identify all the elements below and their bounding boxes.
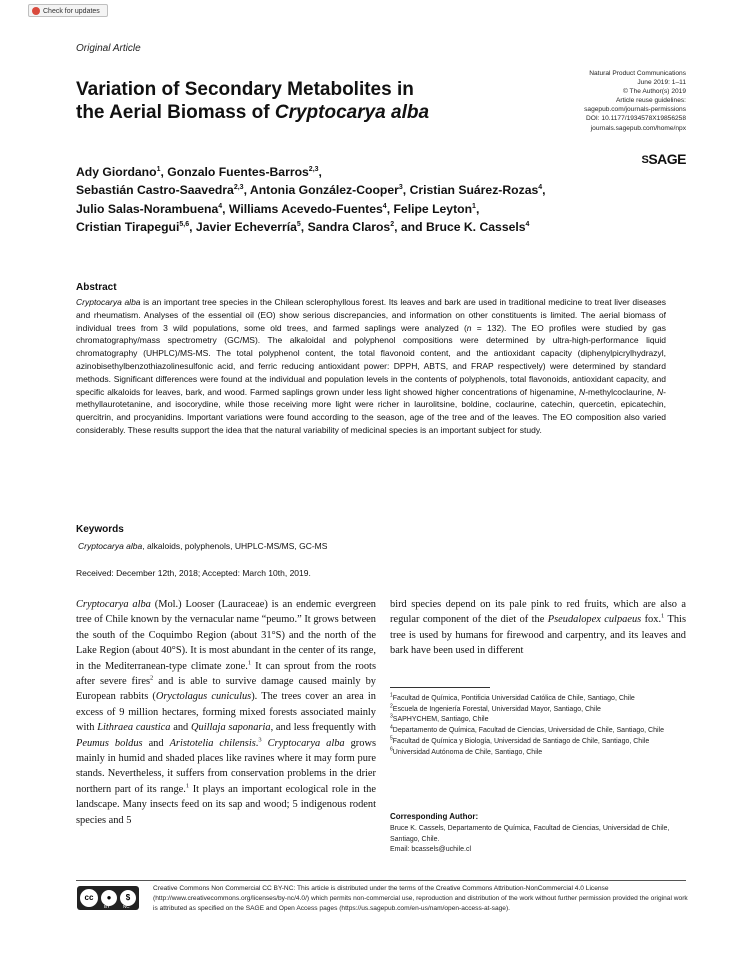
author-affil: 2 [390, 220, 395, 228]
keyword-rest: , alkaloids, polyphenols, UHPLC-MS/MS, GC-MS [142, 541, 328, 551]
affiliation-number: 1 [390, 692, 393, 699]
body-text: fox. [641, 614, 662, 626]
person-icon: ● [100, 889, 118, 907]
cc-icon: cc [79, 888, 99, 908]
author-affil: 2,3 [308, 165, 319, 173]
copyright: © The Author(s) 2019 [622, 88, 686, 96]
author-name[interactable]: Julio Salas-Norambuena [76, 201, 219, 216]
body-text: and is able to survive damage caused mainly by European rabbits ( [76, 676, 376, 703]
doi[interactable]: DOI: 10.1177/1934578X19856258 [586, 115, 686, 123]
affiliation-number: 2 [390, 703, 393, 710]
abstract-species: Cryptocarya alba [76, 297, 141, 307]
author-name[interactable]: Sandra Claros [307, 219, 391, 234]
author-affil: 2,3 [233, 184, 244, 192]
journal-homepage-link[interactable]: journals.sagepub.com/home/npx [590, 124, 686, 132]
citation-ref[interactable]: 3 [258, 736, 262, 744]
body-text: grows mainly in humid and shaded places like ravines where it may form pure stands. Nevertheless, it suffers from conservation problems in the drier northern part of its range. [76, 737, 376, 795]
affiliation-number: 3 [390, 714, 393, 721]
species-name: Lithraea caustica [97, 722, 171, 734]
check-for-updates-badge[interactable] [28, 4, 108, 17]
author-affil: 1 [156, 165, 161, 173]
corresponding-author [390, 824, 690, 856]
nc-label: NC [123, 904, 130, 909]
keywords-list [78, 541, 327, 551]
author-name[interactable]: Bruce K. Cassels [425, 219, 526, 234]
author-affil: 4 [525, 220, 530, 228]
journal-name: Natural Product Communications [589, 70, 686, 77]
citation-ref[interactable]: 1 [247, 659, 252, 667]
sage-s-glyph: S [641, 154, 649, 166]
affiliation-text: Facultad de Química, Pontificia Universidad Católica de Chile, Santiago, Chile [392, 695, 635, 702]
affiliation-item [390, 726, 690, 737]
body-text: This tree is used by humans for firewood and carpentry, and its leaves and bark have been used in different [390, 614, 686, 657]
species-name: Oryctolagus cuniculus [155, 691, 252, 703]
author-name[interactable]: Antonia González-Cooper [249, 183, 399, 198]
corresponding-address: Bruce K. Cassels, Departamento de Química, Facultad de Ciencias, Universidad de Chile, Santiago, Chile. [390, 825, 670, 843]
abstract-part: = 132). The EO profiles were studied by gas chromatography/mass spectrometry (GC/MS). The alkaloidal and polyphenol compositions were determined by ultra-high-performance liquid chromatography (UHPLC)/MS-MS. The total polyphenol content, the total flavonoid content, and the antioxidant capacity (diphenylpicrylhydrazyl, azinobisethylbenzothiazolinesulfonic acid, and ferric reducing antioxidant power: DPPH, ABTS, and FRAP respectively) were determined by standard methods. Significant differences were found at the individual and population levels in the contents of polyphenols, total flavonoids, antioxidant capacity, and specific alkaloids for leaves, bark, and wood. Farmed saplings grown under less light showed higher concentrations of higenamine, [76, 322, 666, 397]
species-name: Pseudalopex culpaeus [547, 614, 642, 626]
affiliation-item [390, 715, 690, 726]
license-divider [76, 880, 686, 881]
sage-logo-text: SAGE [648, 151, 686, 167]
species-name: Cryptocarya alba [267, 737, 345, 749]
license-text: Creative Commons Non Commercial CC BY-NC: This article is distributed under the terms of the Creative Commons Attribution-NonCommercial 4.0 License (http://www.creativecommons.org/licenses/by-nc/4.0/) which permits non-commercial use, reproduction and distribution of the work without further permission provided the original work is attributed as specified on the SAGE and Open Access pages (https://us.sagepub.com/en-us/nam/open-access-at-sage). [153, 885, 688, 913]
affiliation-text: Facultad de Química y Biología, Universidad de Santiago de Chile, Santiago, Chile [392, 737, 650, 745]
affiliation-item [390, 737, 690, 748]
affiliation-number: 4 [390, 724, 393, 731]
abstract-part: -methyllaurotetanine, and isocorydine, while those receiving more light were richer in laurolitsine, boldine, coclaurine, catechin, quercetin, epicatechin, quercitrin, and procyanidins. Important variations were found according to the season, age of the tree and of the leaves. The EO composition also varied considerably. These results support the idea that the natural variability of medicinal species is an important subject for study. [76, 386, 666, 435]
body-text: and [142, 737, 170, 749]
abstract-heading: Abstract [76, 282, 117, 293]
author-affil: 4 [218, 202, 223, 210]
author-affil: 5 [296, 220, 301, 228]
author-affil: 5,6 [179, 220, 190, 228]
reuse-label: Article reuse guidelines: [615, 97, 686, 105]
author-affil: 4 [382, 202, 387, 210]
affiliation-number: 6 [390, 746, 393, 753]
keyword-species: Cryptocarya alba [78, 541, 143, 551]
keywords-heading: Keywords [76, 524, 124, 535]
badge-label: Check for updates [43, 8, 100, 15]
journal-info [446, 69, 686, 133]
affiliations [390, 694, 690, 758]
no-dollar-icon: $ [119, 889, 137, 907]
body-text: (Mol.) Looser (Lauraceae) is an endemic evergreen tree of Chile known by the vernacular name “peumo.” It grows between the south of the Coquimbo Region (about 31°S) and the north of the Lake Region (about 40°S). It is most abundant in the center of its range, in the Mediterranean-type climate zone. [76, 599, 376, 672]
abstract-part: is an important tree species in the Chilean sclerophyllous forest. Its leaves and bark are used in traditional medicine to treat liver diseases and rheumatism. Analyses of the essential oil (EO) show serious discrepancies, and information on other constituents is limited. The aerial biomass of individual trees from 3 wild populations, some old trees, and farmed saplings were analyzed ( [76, 297, 666, 333]
abstract-part: -methylcoclaurine, [585, 386, 658, 397]
body-column-left [76, 597, 376, 828]
body-text: . [255, 737, 259, 749]
body-text: and [170, 722, 191, 734]
species-name: Peumus boldus [76, 737, 143, 749]
body-column-right [390, 597, 686, 659]
author-name[interactable]: Sebastián Castro-Saavedra [76, 183, 234, 198]
abstract-italic-n: N [579, 386, 586, 397]
affiliation-item [390, 705, 690, 716]
citation-ref[interactable]: 1 [661, 612, 665, 620]
species-name: Aristotelia chilensis [169, 737, 256, 749]
affiliation-number: 5 [390, 735, 393, 742]
journal-issue: June 2019: 1–11 [637, 79, 686, 87]
body-text: bird species depend on its pale pink to red fruits, which are also a regular component of the diet of the [390, 599, 686, 626]
species-name: Quillaja saponaria [191, 722, 271, 734]
body-text: , and less frequently with [270, 722, 376, 734]
author-name[interactable]: Williams Acevedo-Fuentes [228, 201, 383, 216]
by-label: BY [104, 904, 111, 909]
abstract-text [76, 296, 666, 437]
author-list: Ady Giordano$^1$, Gonzalo Fuentes-Barros$^{2,3}$, Sebastián Castro-Saavedra$^{2,3}$, Antonia González-Cooper$^3$, Cristian Suárez-Rozas$^4$, Julio Salas-Norambuena$^4$, Williams Acevedo-Fuentes$^4$, Felipe Leyton$^1$, Cristian Tirapegui$^{5,6}$, Javier Echeverría$^5$, Sandra Claros$^2$, and Bruce K. Cassels$^4$ [76, 165, 546, 234]
title-line-1: Variation of Secondary Metabolites in [76, 79, 414, 100]
body-text: It plays an important ecological role in the landscape. Many insects feed on its sap and wood; 5 indigenous rodent species and 5 [76, 783, 376, 826]
article-type: Original Article [76, 43, 141, 54]
author-name[interactable]: Ady Giordano [76, 165, 157, 179]
corresponding-email[interactable]: Email: bcassels@uchile.cl [390, 846, 472, 854]
abstract-n: n [466, 322, 472, 333]
affiliation-text: Departamento de Química, Facultad de Ciencias, Universidad de Chile, Santiago, Chile [392, 727, 664, 735]
abstract-italic-n: N [657, 386, 664, 397]
author-affil: 4 [538, 184, 543, 192]
affiliation-item [390, 748, 690, 759]
title-species: Cryptocarya alba [274, 102, 430, 123]
update-icon [32, 7, 40, 15]
affiliation-text: Universidad Autónoma de Chile, Santiago, Chile [392, 748, 543, 756]
author-name[interactable]: Javier Echeverría [195, 219, 297, 234]
received-accepted-dates: Received: December 12th, 2018; Accepted: March 10th, 2019. [76, 568, 311, 578]
title-line-2: the Aerial Biomass of [76, 102, 275, 123]
author-name[interactable]: Cristian Suárez-Rozas [409, 183, 539, 198]
permissions-link[interactable]: sagepub.com/journals-permissions [584, 106, 686, 114]
author-name[interactable]: Cristian Tirapegui [76, 219, 180, 234]
affiliation-divider [390, 687, 490, 688]
affiliation-text: Escuela de Ingeniería Forestal, Universidad Mayor, Santiago, Chile [392, 705, 601, 713]
article-title [76, 78, 496, 124]
citation-ref[interactable]: 2 [150, 674, 154, 682]
author-name[interactable]: Felipe Leyton [393, 201, 473, 216]
body-text: ). The trees cover an area in excess of 9 million hectares, forming mixed forests associated mainly with [76, 691, 376, 734]
author-affil: 3 [398, 184, 403, 192]
affiliation-text: SAPHYCHEM, Santiago, Chile [392, 716, 489, 724]
citation-ref[interactable]: 1 [185, 782, 190, 790]
body-text: It can sprout from the roots after severe fires [76, 660, 376, 688]
cc-by-nc-logo[interactable] [77, 886, 139, 910]
affiliation-item [390, 694, 690, 705]
author-affil: 1 [472, 202, 476, 210]
species-name: Cryptocarya alba [76, 599, 151, 610]
corresponding-author-heading: Corresponding Author: [390, 812, 479, 821]
author-name[interactable]: Gonzalo Fuentes-Barros [167, 165, 309, 179]
